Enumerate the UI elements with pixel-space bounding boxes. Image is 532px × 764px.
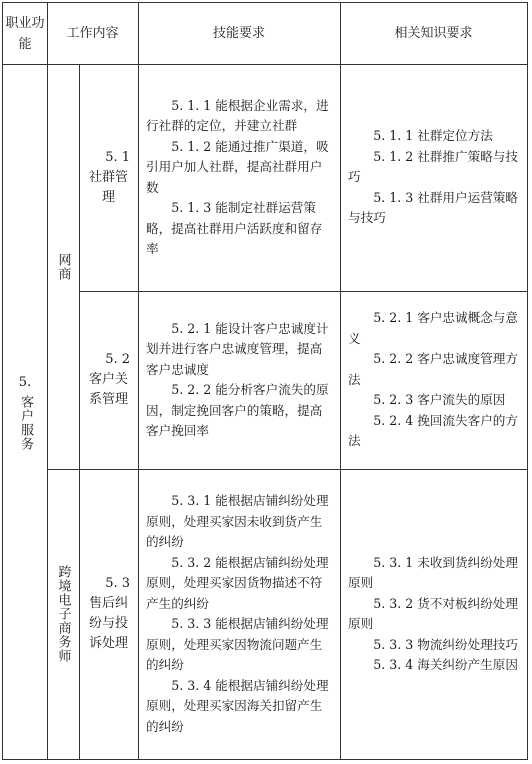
- work-content-code: 5. 2: [105, 352, 130, 367]
- group-label: 网商: [55, 252, 71, 281]
- skill-item: 5. 1. 1 能根据企业需求，进行社群的定位，并建立社群: [146, 97, 329, 133]
- group-cell-crossborder: [47, 469, 79, 759]
- work-content-code: 5. 1: [105, 149, 130, 165]
- competency-table: [2, 2, 528, 760]
- knowledge-cell: [340, 64, 527, 291]
- header-skills-label: 技能要求: [212, 26, 265, 41]
- skill-item: 5. 2. 2 能分析客户流失的原因，制定挽回客户的策略，提高客户挽回率: [146, 382, 329, 438]
- skill-item: 5. 1. 3 能制定社群运营策略，提高社群用户活跃度和留存率: [146, 200, 323, 256]
- header-skills: [138, 3, 340, 64]
- knowledge-item: 5. 2. 4 挽回流失客户的方法: [348, 412, 518, 449]
- skill-item: 5. 1. 2 能通过推广渠道，吸引用户加人社群，提高社群用户数: [146, 138, 329, 195]
- skill-item: 5. 3. 4 能根据店铺纠纷处理原则，处理买家因海关扣留产生的纠纷: [146, 677, 329, 734]
- function-cell: [3, 64, 47, 759]
- header-work-content: [47, 3, 138, 64]
- work-content-cell: [79, 291, 138, 469]
- work-content-name: 售后纠纷与投诉处理: [88, 596, 128, 651]
- knowledge-item: 5. 2. 1 客户忠诚概念与意义: [348, 310, 518, 346]
- knowledge-item: 5. 3. 4 海关纠纷产生原因: [373, 657, 518, 672]
- knowledge-item: 5. 3. 1 未收到货纠纷处理原则: [348, 554, 518, 590]
- header-knowledge-label: 相关知识要求: [394, 26, 473, 41]
- knowledge-item: 5. 3. 2 货不对板纠纷处理原则: [348, 595, 518, 631]
- function-code: 5.: [18, 374, 32, 390]
- skill-item: 5. 3. 3 能根据店铺纠纷处理原则，处理买家因物流问题产生的纠纷: [146, 616, 329, 672]
- knowledge-item: 5. 3. 3 物流纠纷处理技巧: [373, 636, 518, 652]
- work-content-name: 客户关系管理: [88, 372, 128, 407]
- skill-item: 5. 2. 1 能设计客户忠诚度计划并进行客户忠诚度管理，提高客户忠诚度: [146, 320, 329, 377]
- group-label: 跨境电子商务师: [55, 565, 71, 663]
- work-content-code: 5. 3: [105, 576, 130, 591]
- work-content-name: 社群管理: [88, 169, 128, 205]
- knowledge-item: 5. 1. 2 社群推广策略与技巧: [348, 148, 518, 185]
- group-cell-wangshang: [47, 64, 79, 469]
- header-job-function-label: 职业功能: [5, 15, 45, 52]
- header-knowledge: [340, 3, 527, 64]
- skill-item: 5. 3. 2 能根据店铺纠纷处理原则，处理买家因货物描述不符产生的纠纷: [146, 554, 329, 611]
- work-content-cell: [79, 64, 138, 291]
- work-content-cell: [79, 469, 138, 759]
- skills-cell: [138, 64, 340, 291]
- knowledge-item: 5. 2. 2 客户忠诚度管理方法: [348, 351, 518, 387]
- knowledge-item: 5. 1. 1 社群定位方法: [373, 128, 493, 144]
- skill-item: 5. 3. 1 能根据店铺纠纷处理原则，处理买家因未收到货产生的纠纷: [146, 493, 329, 549]
- header-work-content-label: 工作内容: [66, 26, 119, 41]
- knowledge-cell: [340, 291, 527, 469]
- skills-cell: [138, 469, 340, 759]
- header-job-function: [3, 3, 47, 64]
- knowledge-item: 5. 1. 3 社群用户运营策略与技巧: [348, 189, 518, 226]
- knowledge-item: 5. 2. 3 客户流失的原因: [373, 392, 506, 408]
- skills-cell: [138, 291, 340, 469]
- function-name: 客户服务: [18, 394, 33, 451]
- knowledge-cell: [340, 469, 527, 759]
